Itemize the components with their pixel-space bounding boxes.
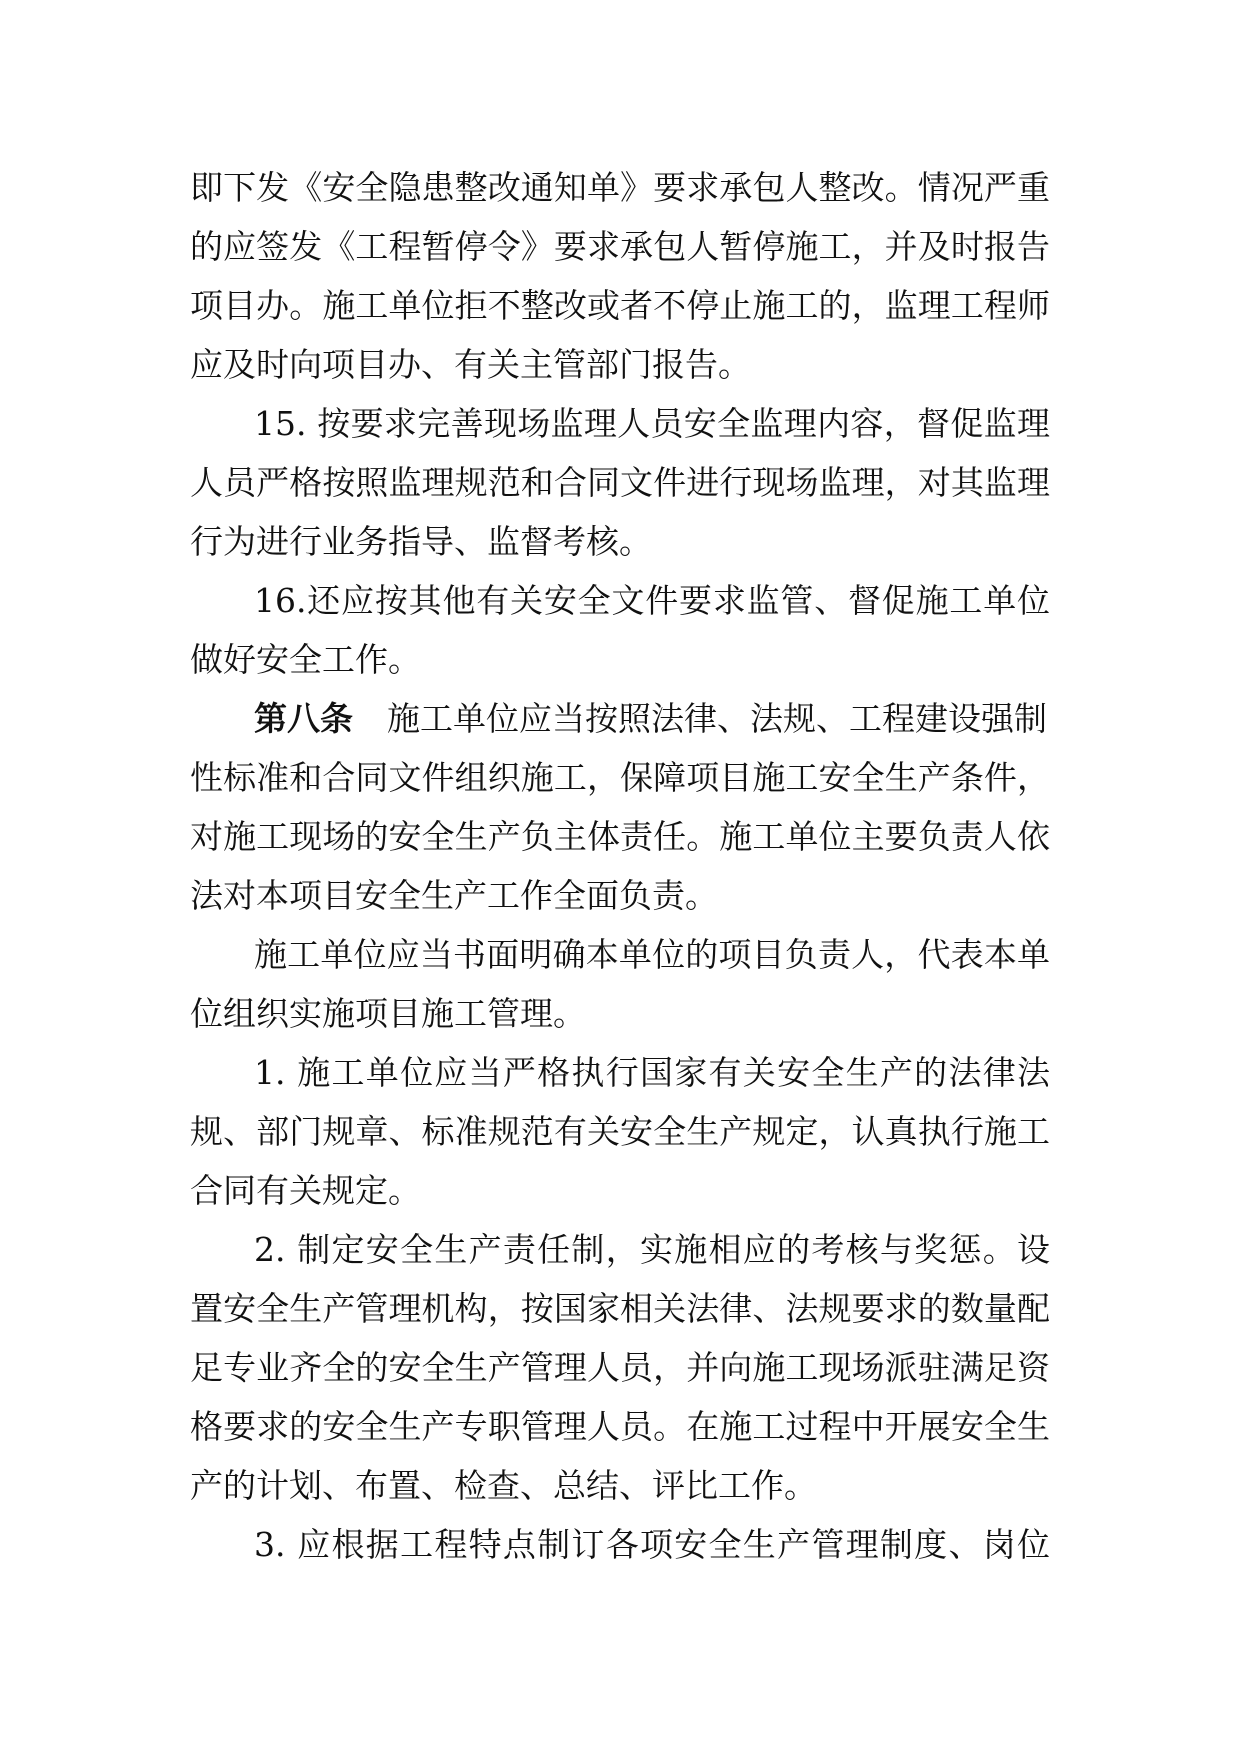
text-line: 应及时向项目办、有关主管部门报告。 [190,345,751,384]
text-line: 行为进行业务指导、监督考核。 [190,522,652,561]
text-line: 规、部门规章、标准规范有关安全生产规定，认真执行施工 [190,1112,1050,1151]
text-line: 的应签发《工程暂停令》要求承包人暂停施工，并及时报告 [190,227,1050,266]
text-line: 法对本项目安全生产工作全面负责。 [190,876,718,915]
text-line: 即下发《安全隐患整改通知单》要求承包人整改。情况严重 [190,168,1050,207]
text-line: 足专业齐全的安全生产管理人员，并向施工现场派驻满足资 [190,1348,1050,1387]
article-paragraph-first-line [254,689,1050,749]
text-line: 1. 施工单位应当严格执行国家有关安全生产的法律法 [254,1053,1050,1092]
text-line: 15. 按要求完善现场监理人员安全监理内容，督促监理 [254,404,1050,443]
text-line: 置安全生产管理机构，按国家相关法律、法规要求的数量配 [190,1289,1050,1328]
text-line: 项目办。施工单位拒不整改或者不停止施工的，监理工程师 [190,286,1050,325]
text-line: 性标准和合同文件组织施工，保障项目施工安全生产条件， [190,758,1050,797]
text-line: 3. 应根据工程特点制订各项安全生产管理制度、岗位 [254,1525,1050,1564]
text-line: 合同有关规定。 [190,1171,421,1210]
text-line: 2. 制定安全生产责任制，实施相应的考核与奖惩。设 [254,1230,1050,1269]
text-line: 施工单位应当按照法律、法规、工程建设强制 [387,699,1047,738]
text-line: 格要求的安全生产专职管理人员。在施工过程中开展安全生 [190,1407,1050,1446]
article-heading: 第八条 [254,699,353,738]
text-line: 对施工现场的安全生产负主体责任。施工单位主要负责人依 [190,817,1050,856]
text-line: 位组织实施项目施工管理。 [190,994,586,1033]
text-line: 施工单位应当书面明确本单位的项目负责人，代表本单 [254,935,1050,974]
text-line: 做好安全工作。 [190,640,421,679]
text-line: 人员严格按照监理规范和合同文件进行现场监理，对其监理 [190,463,1050,502]
text-line: 16.还应按其他有关安全文件要求监管、督促施工单位 [254,581,1050,620]
text-line: 产的计划、布置、检查、总结、评比工作。 [190,1466,817,1505]
